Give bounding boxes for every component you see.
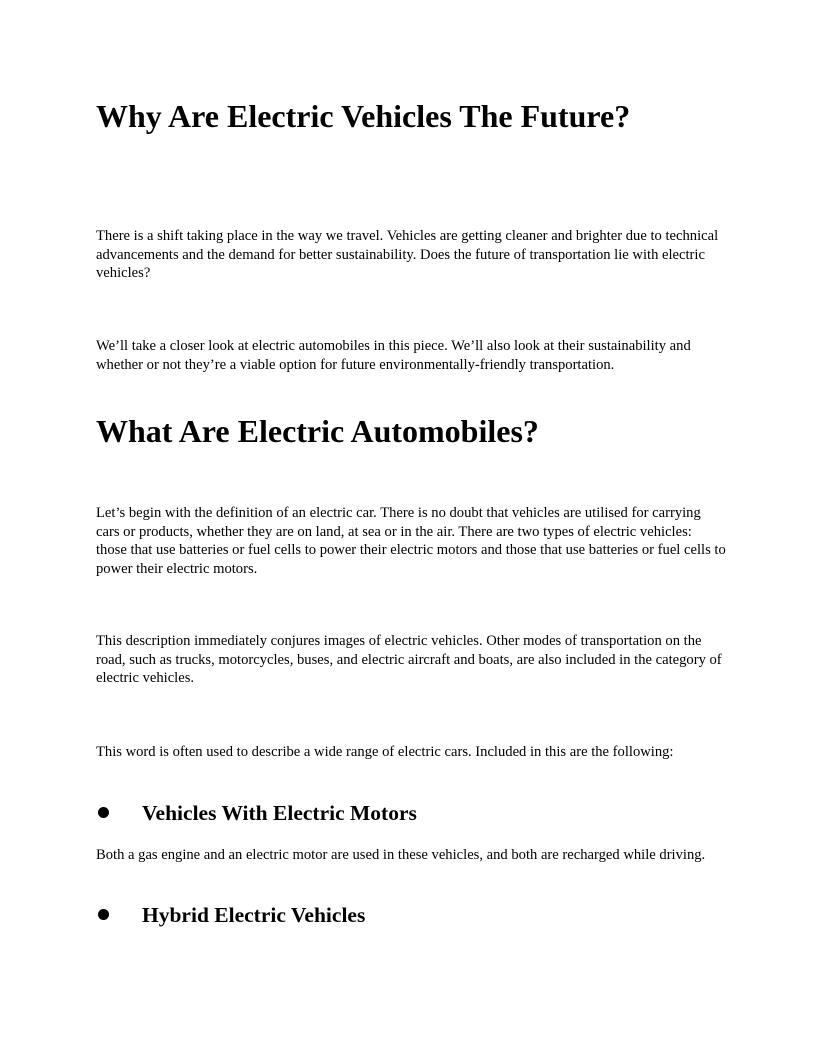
list-item [96,901,736,931]
list-item-body: Both a gas engine and an electric motor are used in these vehicles, and both are recharged while driving. [96,847,706,863]
section-paragraph-3: This word is often used to describe a wide range of electric cars. Included in this are the following: [96,744,674,760]
section-paragraph-1: Let’s begin with the definition of an electric car. There is no doubt that vehicles are utilised for carrying cars or products, whether they are on land, at sea or in the air. There are two types of electric vehicles: those that use batteries or fuel cells to power their electric motors and those that use batteries or fuel cells to power their electric motors. [96,505,726,577]
bullet-icon [98,909,109,920]
intro-paragraph-1: There is a shift taking place in the way we travel. Vehicles are getting cleaner and brighter due to technical advancements and the demand for better sustainability. Does the future of transportation lie with electric vehicles? [96,228,719,281]
section-heading: What Are Electric Automobiles? [96,413,539,449]
intro-paragraph-2: We’ll take a closer look at electric automobiles in this piece. We’ll also look at their sustainability and whether or not they’re a viable option for future environmentally-friendly transportation. [96,338,691,373]
bullet-icon [98,807,109,818]
list-item-heading: Hybrid Electric Vehicles [142,903,366,927]
list-item-heading: Vehicles With Electric Motors [142,801,417,825]
list-item [96,799,736,829]
section-paragraph-2: This description immediately conjures images of electric vehicles. Other modes of transportation on the road, such as trucks, motorcycles, buses, and electric aircraft and boats, are also included in the category of electric vehicles. [96,633,722,686]
document-title: Why Are Electric Vehicles The Future? [96,98,631,134]
